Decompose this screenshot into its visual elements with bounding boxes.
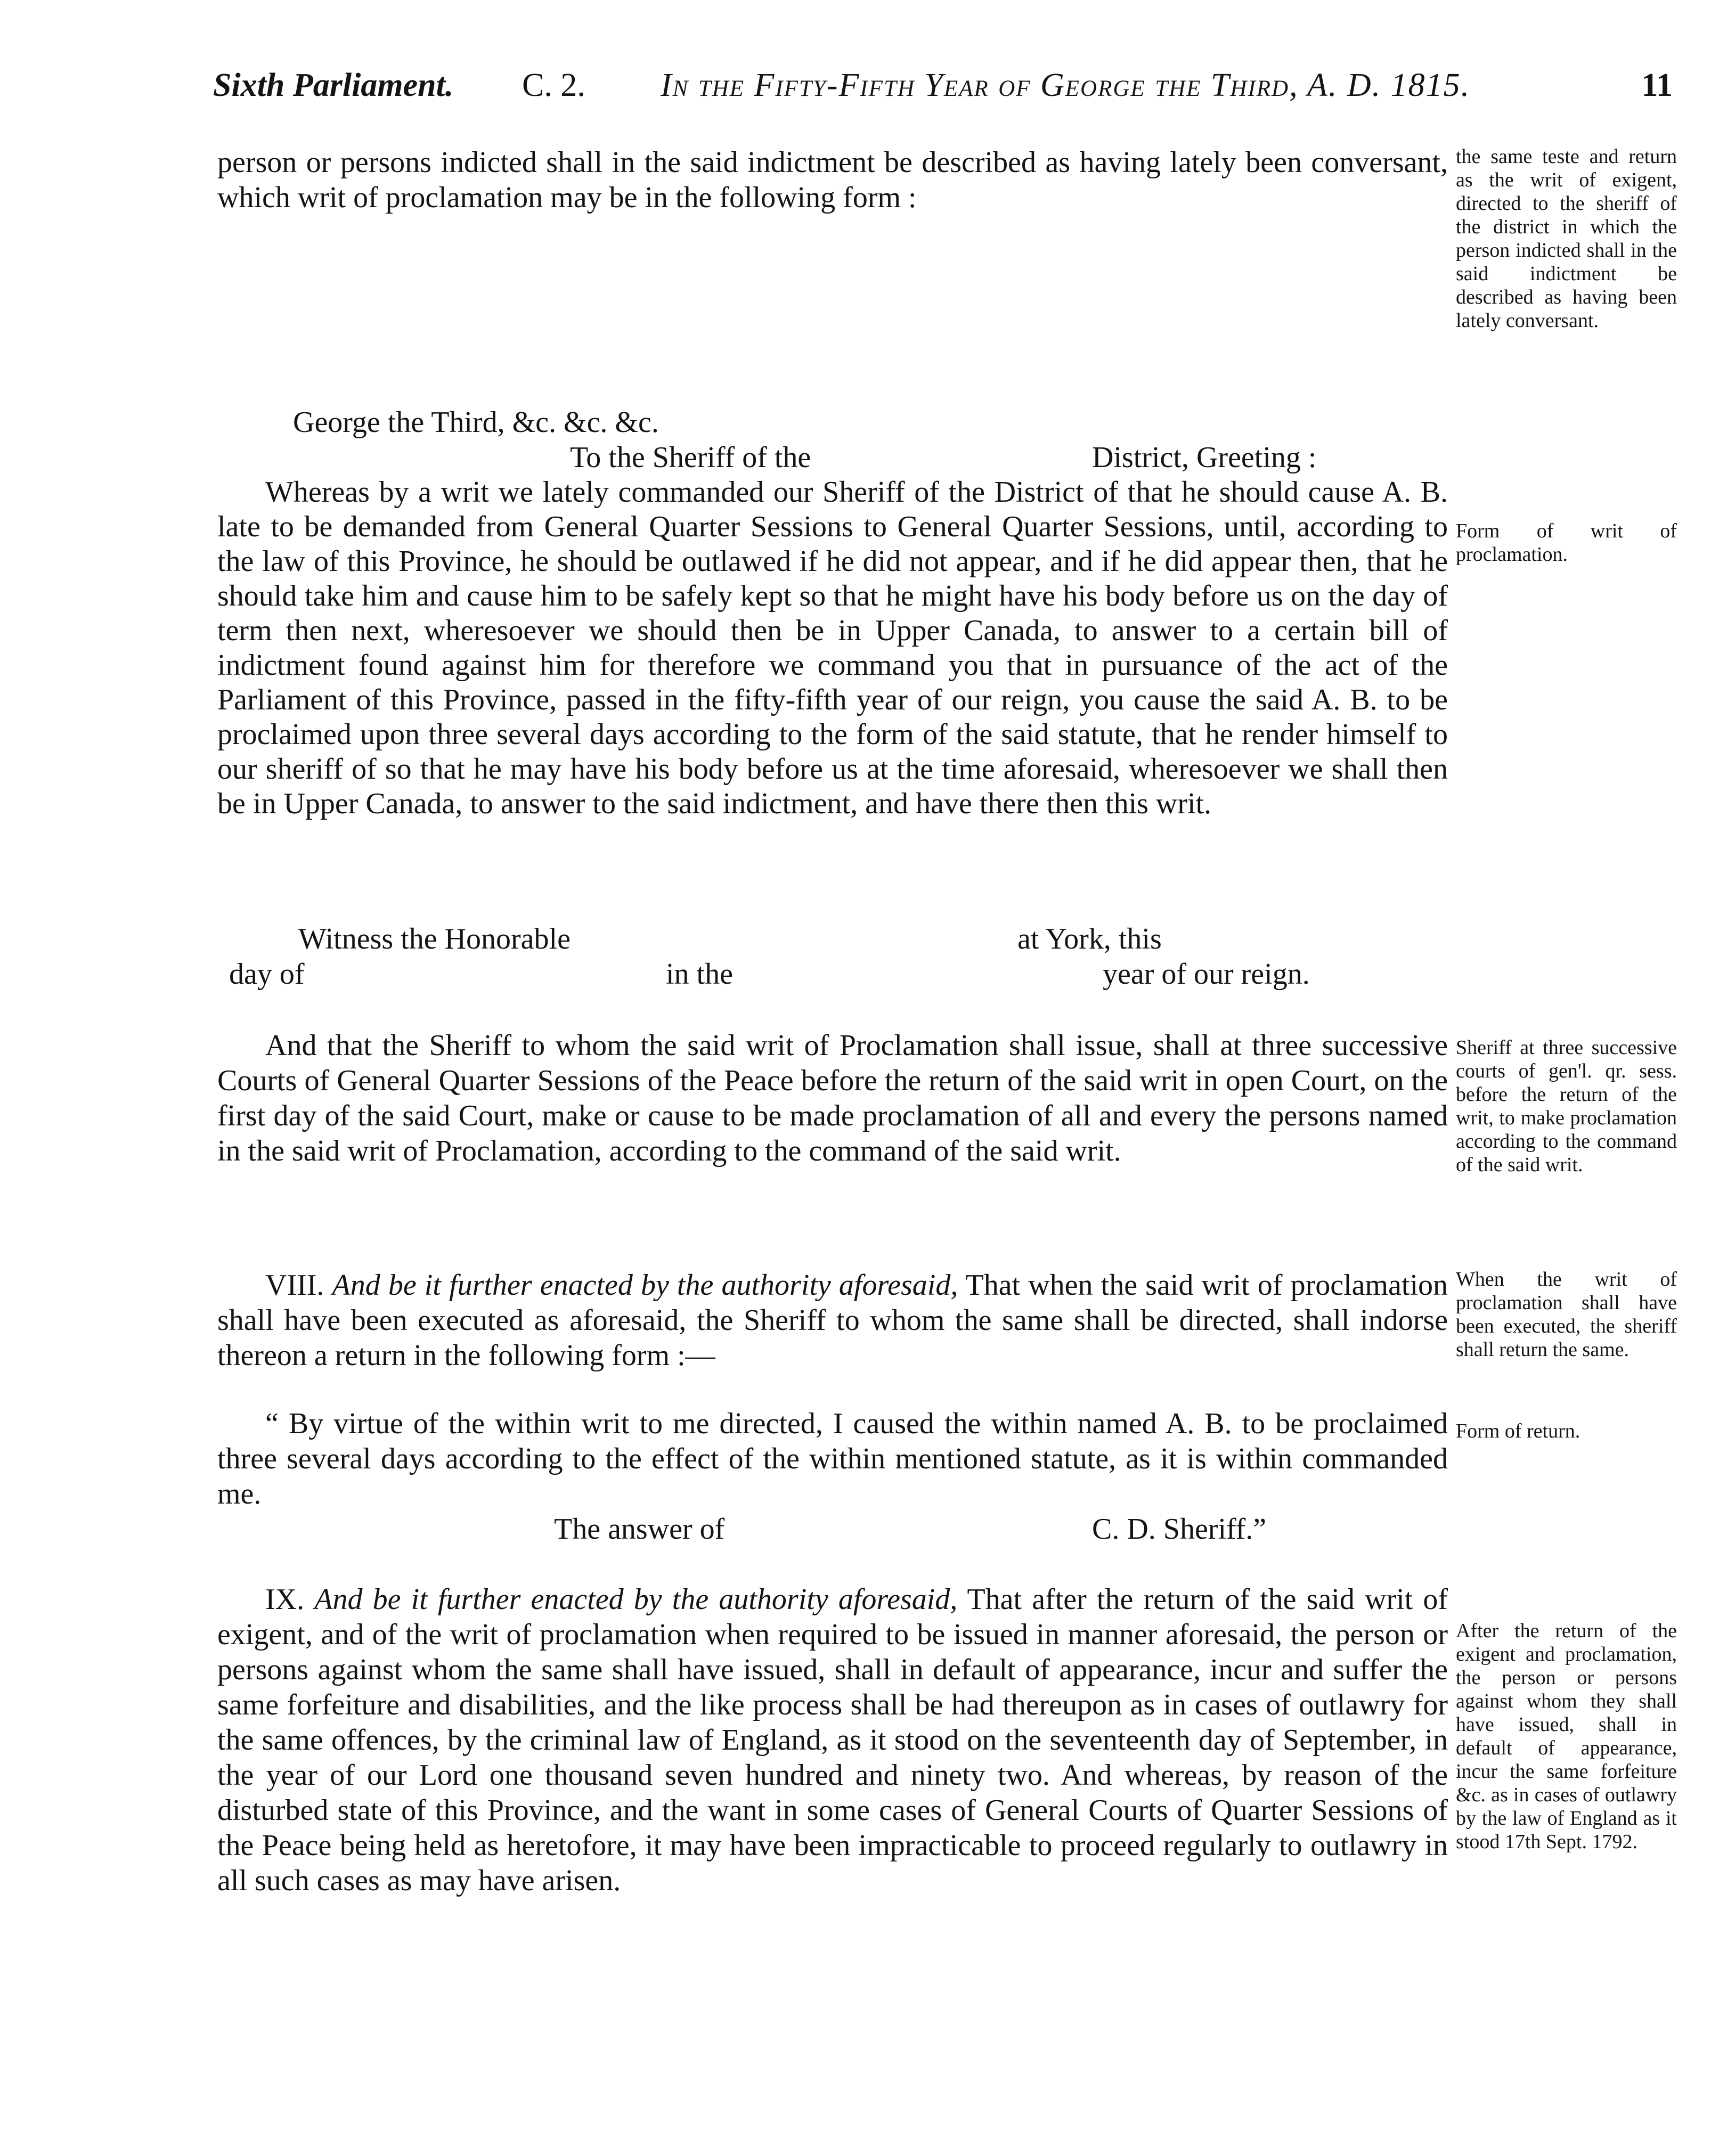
writ-witness-left: Witness the Honorable: [298, 922, 571, 956]
writ-body: Whereas by a writ we lately commanded our Sheriff of the District of that he should cause A. B. late to be demanded from General Quarter Sessions to General Quarter Sessions, until, according to the law of this Province, he should be outlawed if he did not appear, and if he did appear then, that he should take him and cause him to be safely kept so that he might have his body before us on the day of term then next, wheresoever we should then be in Upper Canada, to answer to a certain bill of indictment found against him for therefore we command you that in pursuance of the act of the Parliament of this Province, passed in the fifty-fifth year of our reign, you cause the said A. B. to be proclaimed upon three several days according to the form of the said statute, that he render himself to our sheriff of so that he may have his body before us at the time aforesaid, wheresoever we shall then be in Upper Canada, to answer to the said indictment, and have there then this writ.: [217, 476, 1448, 820]
writ-king: George the Third, &c. &c. &c.: [293, 406, 659, 439]
parliament-label: Sixth Parliament.: [213, 67, 454, 103]
section-9-text: That after the return of the said writ of exigent, and of the writ of proclamation when required to be issued in manner aforesaid, the person or persons against whom the same shall have issued, shall in default of appearance, incur and suffer the same forfeiture and disabilities, and the like process shall be had thereupon as in cases of outlawry for the same offences, by the criminal law of England, as it stood on the seventeenth day of September, in the year of our Lord one thousand seven hundred and ninety two. And whereas, by reason of the disturbed state of this Province, and the want in some cases of General Courts of Quarter Sessions of the Peace being held as heretofore, it may have been impracticable to proceed regularly to outlawry in all such cases as may have arisen.: [217, 1583, 1448, 1897]
writ-greeting: District, Greeting :: [1092, 441, 1317, 474]
running-header: [213, 67, 1673, 109]
section-9-number: IX.: [265, 1583, 305, 1616]
section-8: [217, 1268, 1448, 1373]
chapter-label: C. 2.: [522, 67, 585, 103]
return-answer: The answer of: [554, 1513, 725, 1546]
section-9: [217, 1582, 1448, 1898]
margin-note-teste: the same teste and return as the writ of exigent, directed to the sheriff of the district in which the person indicted shall in the said indictment be described as having been lately conversant.: [1456, 145, 1677, 332]
sheriff-paragraph: And that the Sheriff to whom the said writ of Proclamation shall issue, shall at three successive Courts of General Quarter Sessions of the Peace before the return of the said writ in open Court, on the first day of the said Court, make or cause to be made proclamation of all and every the persons named in the said writ of Proclamation, according to the command of the said writ.: [217, 1029, 1448, 1167]
margin-note-outlawry: After the return of the exigent and proclamation, the person or persons against whom they shall have issued, shall in default of appearance, incur the same forfeiture &c. as in cases of outlawry by the law of England as it stood 17th Sept. 1792.: [1456, 1620, 1677, 1853]
page-number: 11: [1641, 67, 1673, 103]
margin-note-form-of-writ: Form of writ of proclamation.: [1456, 520, 1677, 566]
section-8-text: That when the said writ of proclamation shall have been executed as aforesaid, the Sheriff to whom the same shall be directed, shall indorse thereon a return in the following form :—: [217, 1269, 1448, 1372]
writ-to-sheriff: To the Sheriff of the: [570, 441, 811, 474]
return-signature: C. D. Sheriff.”: [1092, 1513, 1267, 1546]
section-9-enacting-clause: And be it further enacted by the authority aforesaid,: [314, 1583, 958, 1616]
margin-note-sheriff-courts: Sheriff at three successive courts of gen'l. qr. sess. before the return of the writ, to make proclamation according to the command of the said writ.: [1456, 1036, 1677, 1176]
margin-note-form-of-return: Form of return.: [1456, 1420, 1580, 1442]
section-8-enacting-clause: And be it further enacted by the authority aforesaid,: [332, 1269, 958, 1302]
header-title: In the Fifty-Fifth Year of George the Third, A. D. 1815.: [661, 67, 1471, 103]
return-form: “ By virtue of the within writ to me directed, I caused the within named A. B. to be proclaimed three several days according to the effect of the within mentioned statute, as it is within commanded me.: [217, 1407, 1448, 1510]
writ-date-in-the: in the: [666, 958, 733, 991]
section-8-number: VIII.: [265, 1269, 324, 1302]
intro-paragraph: person or persons indicted shall in the said indictment be described as having lately been conversant, which writ of proclamation may be in the following form :: [217, 146, 1448, 214]
writ-date-day: day of: [229, 958, 305, 991]
margin-note-return-writ: When the writ of proclamation shall have been executed, the sheriff shall return the same.: [1456, 1268, 1677, 1361]
writ-witness-right: at York, this: [1017, 922, 1162, 956]
writ-date-reign: year of our reign.: [1103, 958, 1310, 991]
